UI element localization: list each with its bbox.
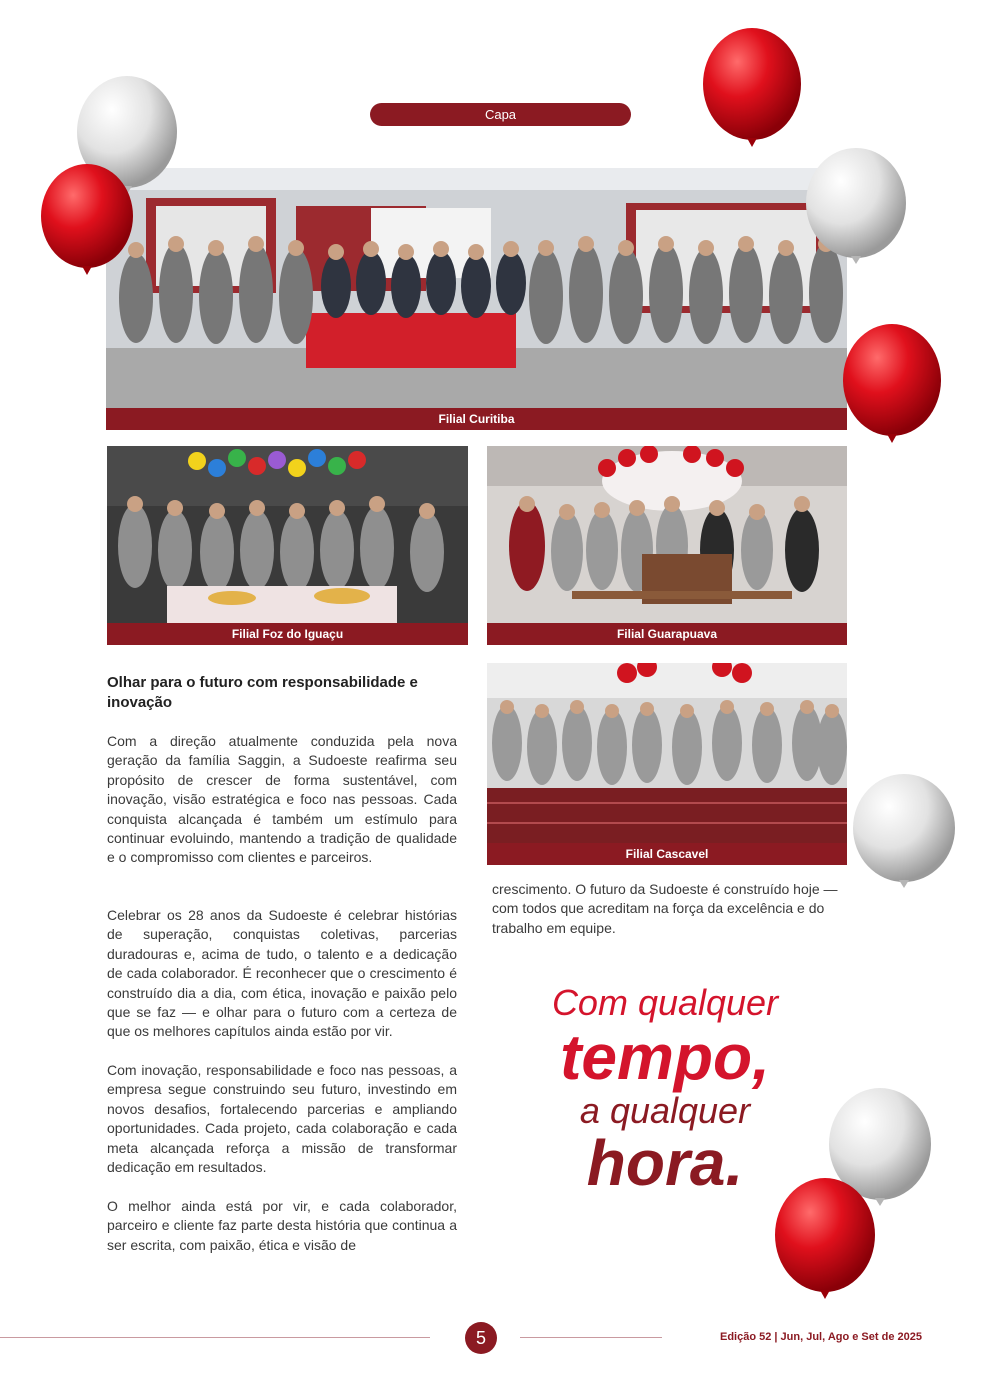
balloon-red-top-left (38, 162, 136, 284)
caption-cascavel: Filial Cascavel (487, 843, 847, 865)
footer-line-left (0, 1337, 430, 1338)
slogan-line-2: tempo, (560, 1021, 770, 1093)
group-photo-cascavel (487, 663, 847, 843)
page-number: 5 (465, 1322, 497, 1354)
balloon-red-right (840, 322, 944, 450)
caption-curitiba: Filial Curitiba (106, 408, 847, 430)
slogan (500, 982, 830, 1199)
group-photo-guarapuava (487, 446, 847, 623)
slogan-line-3: a qualquer (579, 1090, 751, 1131)
paragraph-2: Celebrar os 28 anos da Sudoeste é celebrar histórias de superação, conquistas coletivas, parcerias duradouras e, acima de tudo, o talento e a dedicação de cada colaborador. É reconhecer que o crescimento é construído dia a dia, com ética, inovação e paixão pelo que se faz — e olhar para o futuro com a certeza de que os melhores capítulos ainda estão por vir. (107, 907, 457, 1040)
photo-filial-foz (107, 446, 468, 645)
balloon-white-middle-right (850, 772, 958, 896)
group-photo-foz (107, 446, 468, 623)
photo-filial-curitiba (106, 168, 847, 430)
group-photo-curitiba (106, 168, 847, 408)
balloon-red-bottom (772, 1176, 878, 1306)
balloon-white-right (803, 146, 909, 272)
paragraph-1: Com a direção atualmente conduzida pela nova geração da família Saggin, a Sudoeste reafirma seu propósito de crescer de forma sustentável, com inovação, visão estratégica e foco nas pessoas. Cada conquista alcançada é também um estímulo para continuar evoluindo, mantendo a tradição de qualidade e o compromisso com clientes e parceiros. (107, 733, 457, 866)
caption-guarapuava: Filial Guarapuava (487, 623, 847, 645)
article-heading: Olhar para o futuro com responsabilidade e inovação (107, 674, 418, 711)
footer-line-right (520, 1337, 662, 1338)
paragraph-3: Com inovação, responsabilidade e foco nas pessoas, a empresa segue construindo seu futuro, investindo em novos desafios, fortalecendo parcerias e ampliando oportunidades. Cada projeto, cada colaboração e cada meta alcançada reforça a missão de transformar dedicação em resultados. (107, 1062, 457, 1176)
paragraph-4: O melhor ainda está por vir, e cada colaborador, parceiro e cliente faz parte desta história que continua a ser escrita, com paixão, ética e visão de (107, 1198, 457, 1253)
paragraph-4-continued: crescimento. O futuro da Sudoeste é construído hoje — com todos que acreditam na força da excelência e do trabalho em equipe. (492, 881, 838, 936)
caption-foz: Filial Foz do Iguaçu (107, 623, 468, 645)
edition-info: Edição 52 | Jun, Jul, Ago e Set de 2025 (720, 1331, 922, 1343)
photo-filial-guarapuava (487, 446, 847, 645)
slogan-line-4: hora. (586, 1127, 744, 1199)
photo-filial-cascavel (487, 663, 847, 865)
section-tag: Capa (370, 103, 631, 126)
slogan-line-1: Com qualquer (551, 982, 779, 1023)
balloon-red-top-right (700, 26, 804, 154)
